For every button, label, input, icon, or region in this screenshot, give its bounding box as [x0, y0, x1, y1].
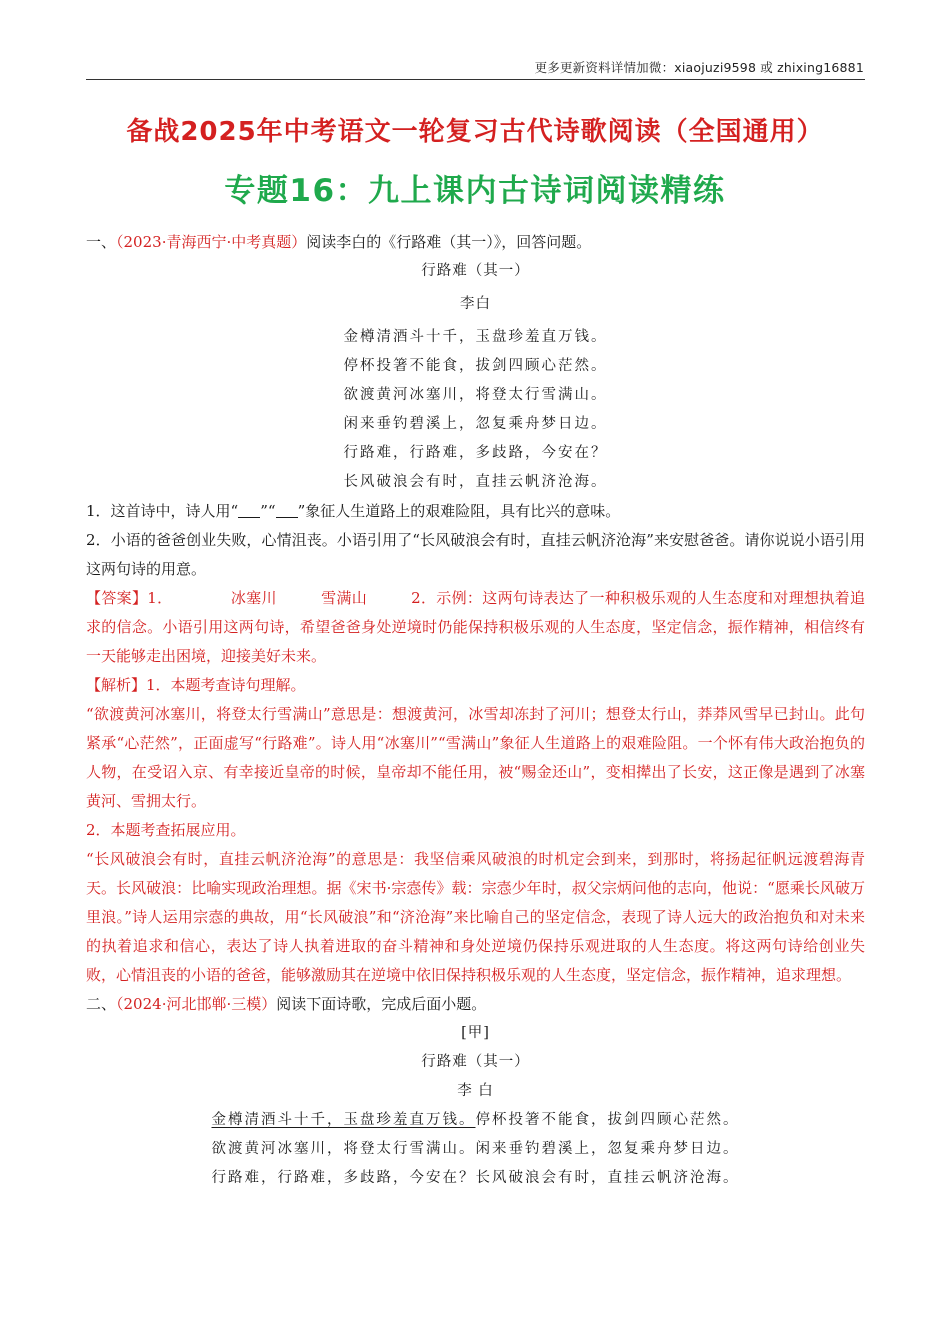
q2-poem-line: 行路难，行路难，多歧路，今安在？长风破浪会有时，直挂云帆济沧海。: [211, 1170, 740, 1186]
sub-title: 专题16：九上课内古诗词阅读精练: [224, 173, 726, 209]
q1-item-1-text-a: 1．这首诗中，诗人用“: [86, 502, 239, 520]
q1-source: （2023·青海西宁·中考真题）: [116, 233, 307, 251]
q1-poem-line: 闲来垂钓碧溪上，忽复乘舟梦日边。: [343, 416, 608, 432]
q1-poem-line: 欲渡黄河冰塞川，将登太行雪满山。: [343, 387, 608, 403]
answer-label: 【答案】: [86, 589, 148, 607]
analysis-heading: 1．本题考查诗句理解。: [146, 676, 306, 694]
answer-word: 冰塞川: [230, 589, 277, 607]
q2-poem-title: 行路难（其一）: [421, 1054, 530, 1070]
q2-poem-line: [86, 1106, 865, 1135]
header-note: 更多更新资料详情加微：xiaojuzi9598 或 zhixing16881: [534, 60, 864, 75]
q1-item-1-text-c: ”象征人生道路上的艰难险阻，具有比兴的意味。: [297, 502, 621, 520]
q1-poem-line: 金樽清酒斗十千，玉盘珍羞直万钱。: [343, 329, 608, 345]
q1-poem-author: 李白: [460, 296, 491, 312]
document-body: [86, 228, 865, 1193]
answer-blank[interactable]: [276, 502, 298, 518]
q1-poem-line: 行路难，行路难，多歧路，今安在？: [343, 445, 608, 461]
q2-prompt: 阅读下面诗歌，完成后面小题。: [276, 995, 487, 1013]
analysis-label: 【解析】: [86, 676, 147, 694]
q1-prompt: 阅读李白的《行路难（其一）》，回答问题。: [306, 233, 592, 251]
q1-item-2: 2．小语的爸爸创业失败，心情沮丧。小语引用了“长风破浪会有时，直挂云帆济沧海”来安慰爸爸。请你说说小语引用这两句诗的用意。: [86, 531, 865, 578]
q2-poem-line: 欲渡黄河冰塞川，将登太行雪满山。闲来垂钓碧溪上，忽复乘舟梦日边。: [211, 1141, 740, 1157]
q1-analysis-2-body: “长风破浪会有时，直挂云帆济沧海”的意思是：我坚信乘风破浪的时机定会到来，到那时，将扬起征帆远渡碧海青天。长风破浪：比喻实现政治理想。据《宋书·宗悫传》载：宗悫少年时，叔父宗炳问他的志向，他说：“愿乘长风破万里浪。”诗人运用宗悫的典故，用“长风破浪”和“济沧海”来比喻自己的坚定信念，表现了诗人远大的政治抱负和对未来的执着追求和信心，表达了诗人执着进取的奋斗精神和身处逆境仍保持乐观进取的人生态度。将这两句诗给创业失败，心情沮丧的小语的爸爸，能够激励其在逆境中依旧保持积极乐观的人生态度，坚定信念，振作精神，追求理想。: [86, 850, 865, 984]
q2-poem-line-rest: 停杯投箸不能食，拔剑四顾心茫然。: [475, 1112, 740, 1128]
q1-item-1-text-b: ”“: [260, 502, 276, 520]
q1-poem-line: 长风破浪会有时，直挂云帆济沧海。: [343, 474, 608, 490]
q2-source: （2024·河北邯郸·三模）: [116, 995, 277, 1013]
underlined-line: 金樽清酒斗十千，玉盘珍羞直万钱。: [211, 1112, 476, 1128]
q1-analysis-1: [86, 671, 865, 700]
q1-number: 一、: [86, 233, 117, 251]
q1-poem-title: 行路难（其一）: [421, 263, 530, 279]
q1-poem-line: 停杯投箸不能食，拔剑四顾心茫然。: [343, 358, 608, 374]
q2-section-label: [甲]: [461, 1025, 490, 1041]
q1-heading: [86, 228, 865, 257]
answer-text: 2．示例：这两句诗表达了一种积极乐观的人生态度和对理想执着追求的信念。小语引用这两句诗，希望爸爸身处逆境时仍能保持积极乐观的人生态度，坚定信念，振作精神，相信终有一天能够走出困境，迎接美好未来。: [86, 589, 865, 665]
answer-word: 雪满山: [320, 589, 368, 607]
main-title: 备战2025年中考语文一轮复习古代诗歌阅读（全国通用）: [126, 117, 824, 147]
answer-blank[interactable]: [238, 502, 260, 518]
q2-heading: [86, 990, 865, 1019]
q1-answer: [86, 584, 865, 671]
q2-number: 二、: [86, 995, 117, 1013]
answer-num: 1．: [147, 589, 173, 607]
q2-poem-author: 李 白: [457, 1083, 494, 1099]
q1-item-1: [86, 497, 865, 526]
q1-analysis-2: 2．本题考查拓展应用。: [86, 821, 246, 839]
header-divider: [86, 79, 865, 80]
q1-analysis-1-body: “欲渡黄河冰塞川，将登太行雪满山”意思是：想渡黄河，冰雪却冻封了河川；想登太行山，莽莽风雪早已封山。此句紧承“心茫然”，正面虚写“行路难”。诗人用“冰塞川”“雪满山”象征人生道路上的艰难险阻。一个怀有伟大政治抱负的人物，在受诏入京、有幸接近皇帝的时候，皇帝却不能任用，被“赐金还山”，变相撵出了长安，这正像是遇到了冰塞黄河、雪拥太行。: [86, 705, 865, 810]
